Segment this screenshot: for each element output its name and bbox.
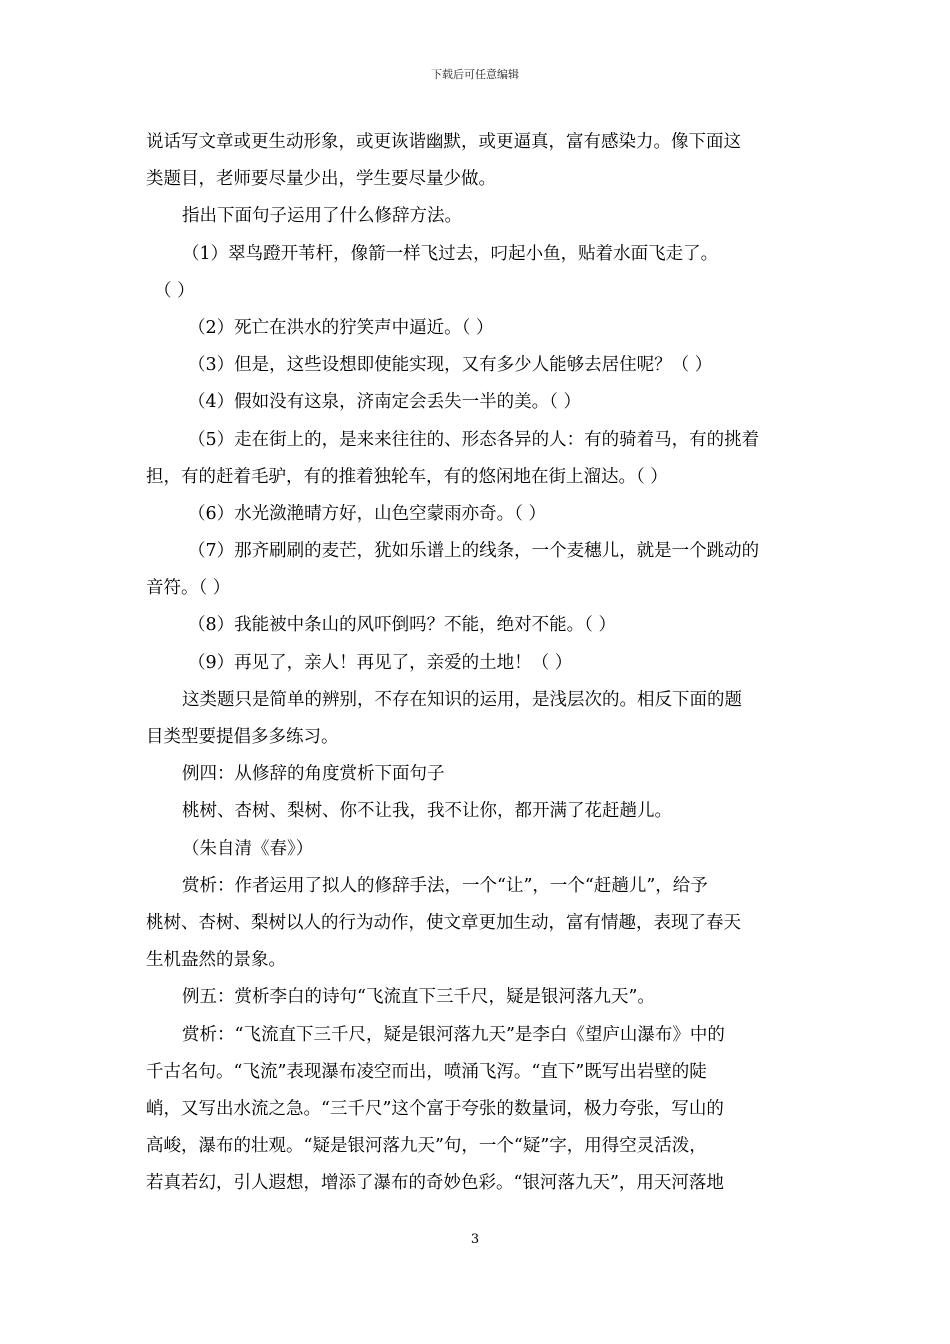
- example-source: （朱自清《春》）: [182, 838, 314, 859]
- example-heading: 例四：从修辞的角度赏析下面句子: [182, 764, 445, 785]
- text-line: 说话写文章或更生动形象，或更诙谐幽默，或更逼真，富有感染力。像下面这: [146, 132, 741, 152]
- text-line: 这类题只是简单的辨别，不存在知识的运用，是浅层次的。相反下面的题: [182, 689, 742, 710]
- text-line: 峭，又写出水流之急。“三千尺”这个富于夸张的数量词，极力夸张，写山的: [146, 1098, 724, 1119]
- answer-blank: （ ）: [154, 280, 195, 301]
- page-header: 下载后可任意编辑: [431, 68, 519, 81]
- text-line: 若真若幻，引人遐想，增添了瀑布的奇妙色彩。“银河落九天”，用天河落地: [146, 1173, 724, 1194]
- example-sentence: 桃树、杏树、梨树、你不让我，我不让你，都开满了花赶趟儿。: [182, 801, 672, 822]
- question-item: （3）但是，这些设想即使能实现，又有多少人能够去居住呢？（ ）: [188, 355, 713, 376]
- question-item: （4）假如没有这泉，济南定会丢失一半的美。（ ）: [188, 392, 581, 413]
- question-item: （9）再见了，亲人！再见了，亲爱的土地！（ ）: [188, 652, 573, 673]
- text-line: 指出下面句子运用了什么修辞方法。: [182, 206, 462, 227]
- document-body: [146, 124, 812, 1202]
- question-item: （2）死亡在洪水的狞笑声中逼近。（ ）: [188, 317, 494, 338]
- question-item: （5）走在街上的，是来来往往的、形态各异的人：有的骑着马，有的挑着: [188, 429, 760, 450]
- text-line: 千古名句。“飞流”表现瀑布凌空而出，喷涌飞泻。“直下”既写出岩壁的陡: [146, 1061, 707, 1082]
- text-line: 担，有的赶着毛驴，有的推着独轮车，有的悠闲地在街上溜达。（ ）: [146, 466, 668, 487]
- question-item: （6）水光潋滟晴方好，山色空蒙雨亦奇。（ ）: [188, 503, 546, 524]
- text-line: 目类型要提倡多多练习。: [146, 727, 339, 747]
- text-line: 高峻，瀑布的壮观。“疑是银河落九天”句，一个“疑”字，用得空灵活泼，: [146, 1136, 707, 1157]
- question-item: （8）我能被中条山的风吓倒吗？不能，绝对不能。（ ）: [188, 615, 616, 636]
- example-heading: 例五：赏析李白的诗句“飞流直下三千尺，疑是银河落九天”。: [182, 987, 655, 1008]
- question-item: （1）翠鸟蹬开苇杆，像箭一样飞过去，叼起小鱼，贴着水面飞走了。: [182, 243, 719, 264]
- text-line: 赏析：“飞流直下三千尺，疑是银河落九天”是李白《望庐山瀑布》中的: [182, 1024, 725, 1045]
- page-number: 3: [470, 1232, 480, 1247]
- text-line: 赏析：作者运用了拟人的修辞手法，一个“让”，一个“赶趟儿”，给予: [182, 875, 708, 896]
- text-line: 类题目，老师要尽量少出，学生要尽量少做。: [146, 169, 496, 190]
- question-item: （7）那齐刷刷的麦芒，犹如乐谱上的线条，一个麦穗儿，就是一个跳动的: [188, 541, 760, 562]
- text-line: 生机盎然的景象。: [146, 950, 286, 971]
- text-line: 桃树、杏树、梨树以人的行为动作，使文章更加生动，富有情趣，表现了春天: [146, 912, 741, 933]
- text-line: 音符。（ ）: [146, 578, 231, 599]
